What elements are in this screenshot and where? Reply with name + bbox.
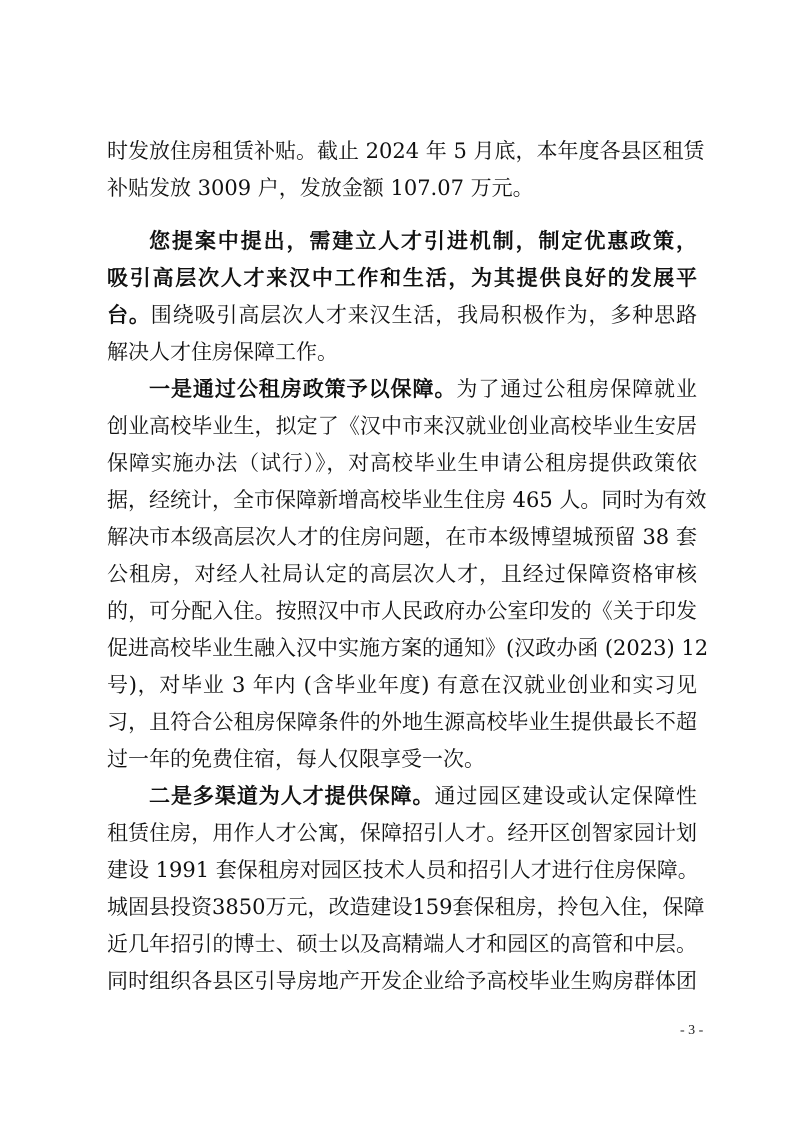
body-text-line bbox=[107, 334, 697, 370]
text-run: 过一年的免费住宿，每人仅限享受一次。 bbox=[107, 747, 485, 771]
text-run: 解决市本级高层次人才的住房问题，在市本级博望城预留 38 套 bbox=[107, 525, 697, 549]
body-text-line bbox=[107, 519, 697, 555]
body-text-line bbox=[107, 741, 697, 777]
body-text-line bbox=[107, 593, 697, 629]
text-run: 同时组织各县区引导房地产开发企业给予高校毕业生购房群体团 bbox=[107, 969, 697, 993]
body-text-line bbox=[149, 371, 697, 407]
bold-text-run: 吸引高层次人才来汉中工作和生活，为其提供良好的发展平 bbox=[107, 265, 697, 290]
bold-text-run: 一是通过公租房政策予以保障。 bbox=[149, 376, 457, 401]
body-text-line bbox=[107, 260, 697, 296]
text-run: 创业高校毕业生，拟定了《汉中市来汉就业创业高校毕业生安居 bbox=[107, 414, 697, 438]
body-text-line bbox=[107, 297, 697, 333]
body-text-line bbox=[107, 170, 697, 206]
body-text-line bbox=[107, 630, 709, 666]
body-text-line bbox=[107, 889, 705, 925]
text-run: 公租房，对经人社局认定的高层次人才，且经过保障资格审核 bbox=[107, 562, 697, 586]
text-run: 城固县投资3850万元，改造建设159套保租房，拎包入住，保障 bbox=[107, 895, 705, 919]
text-run: 解决人才住房保障工作。 bbox=[107, 340, 338, 364]
text-run: 的，可分配入住。按照汉中市人民政府办公室印发的《关于印发 bbox=[107, 599, 697, 623]
text-run: 促进高校毕业生融入汉中实施方案的通知》(汉政办函 (2023) 12 bbox=[107, 636, 709, 660]
bold-text-run: 二是多渠道为人才提供保障。 bbox=[149, 783, 435, 808]
body-text-line bbox=[107, 556, 697, 592]
body-text-line bbox=[107, 852, 697, 888]
body-text-line bbox=[107, 926, 697, 962]
page-number: - 3 - bbox=[680, 1023, 704, 1038]
body-text-line bbox=[107, 445, 697, 481]
text-run: 围绕吸引高层次人才来汉生活，我局积极作为，多种思路 bbox=[150, 303, 698, 327]
body-text-line bbox=[107, 133, 705, 169]
bold-text-run: 台。 bbox=[107, 302, 151, 327]
body-text-line bbox=[149, 778, 697, 814]
text-run: 保障实施办法（试行）》，对高校毕业生申请公租房提供政策依 bbox=[107, 451, 697, 475]
bold-text-run: 您提案中提出，需建立人才引进机制，制定优惠政策， bbox=[149, 228, 697, 253]
text-run: 据，经统计，全市保障新增高校毕业生住房 465 人。同时为有效 bbox=[107, 488, 707, 512]
body-text-line bbox=[107, 667, 697, 703]
text-run: 时发放住房租赁补贴。截止 2024 年 5 月底，本年度各县区租赁 bbox=[107, 139, 705, 163]
body-text-line bbox=[107, 963, 697, 999]
text-run: 习，且符合公租房保障条件的外地生源高校毕业生提供最长不超 bbox=[107, 710, 697, 734]
text-run: 为了通过公租房保障就业 bbox=[456, 377, 698, 401]
body-text-line bbox=[107, 482, 707, 518]
body-text-line bbox=[107, 408, 697, 444]
text-run: 补贴发放 3009 户，发放金额 107.07 万元。 bbox=[107, 176, 534, 200]
body-text-line bbox=[149, 223, 697, 259]
text-run: 号)，对毕业 3 年内 (含毕业年度) 有意在汉就业创业和实习见 bbox=[107, 673, 697, 697]
text-run: 租赁住房，用作人才公寓，保障招引人才。经开区创智家园计划 bbox=[107, 821, 697, 845]
body-text-line bbox=[107, 815, 697, 851]
text-run: 通过园区建设或认定保障性 bbox=[434, 784, 698, 808]
text-run: 建设 1991 套保租房对园区技术人员和招引人才进行住房保障。 bbox=[107, 858, 699, 882]
body-text-line bbox=[107, 704, 697, 740]
text-run: 近几年招引的博士、硕士以及高精端人才和园区的高管和中层。 bbox=[107, 932, 697, 956]
